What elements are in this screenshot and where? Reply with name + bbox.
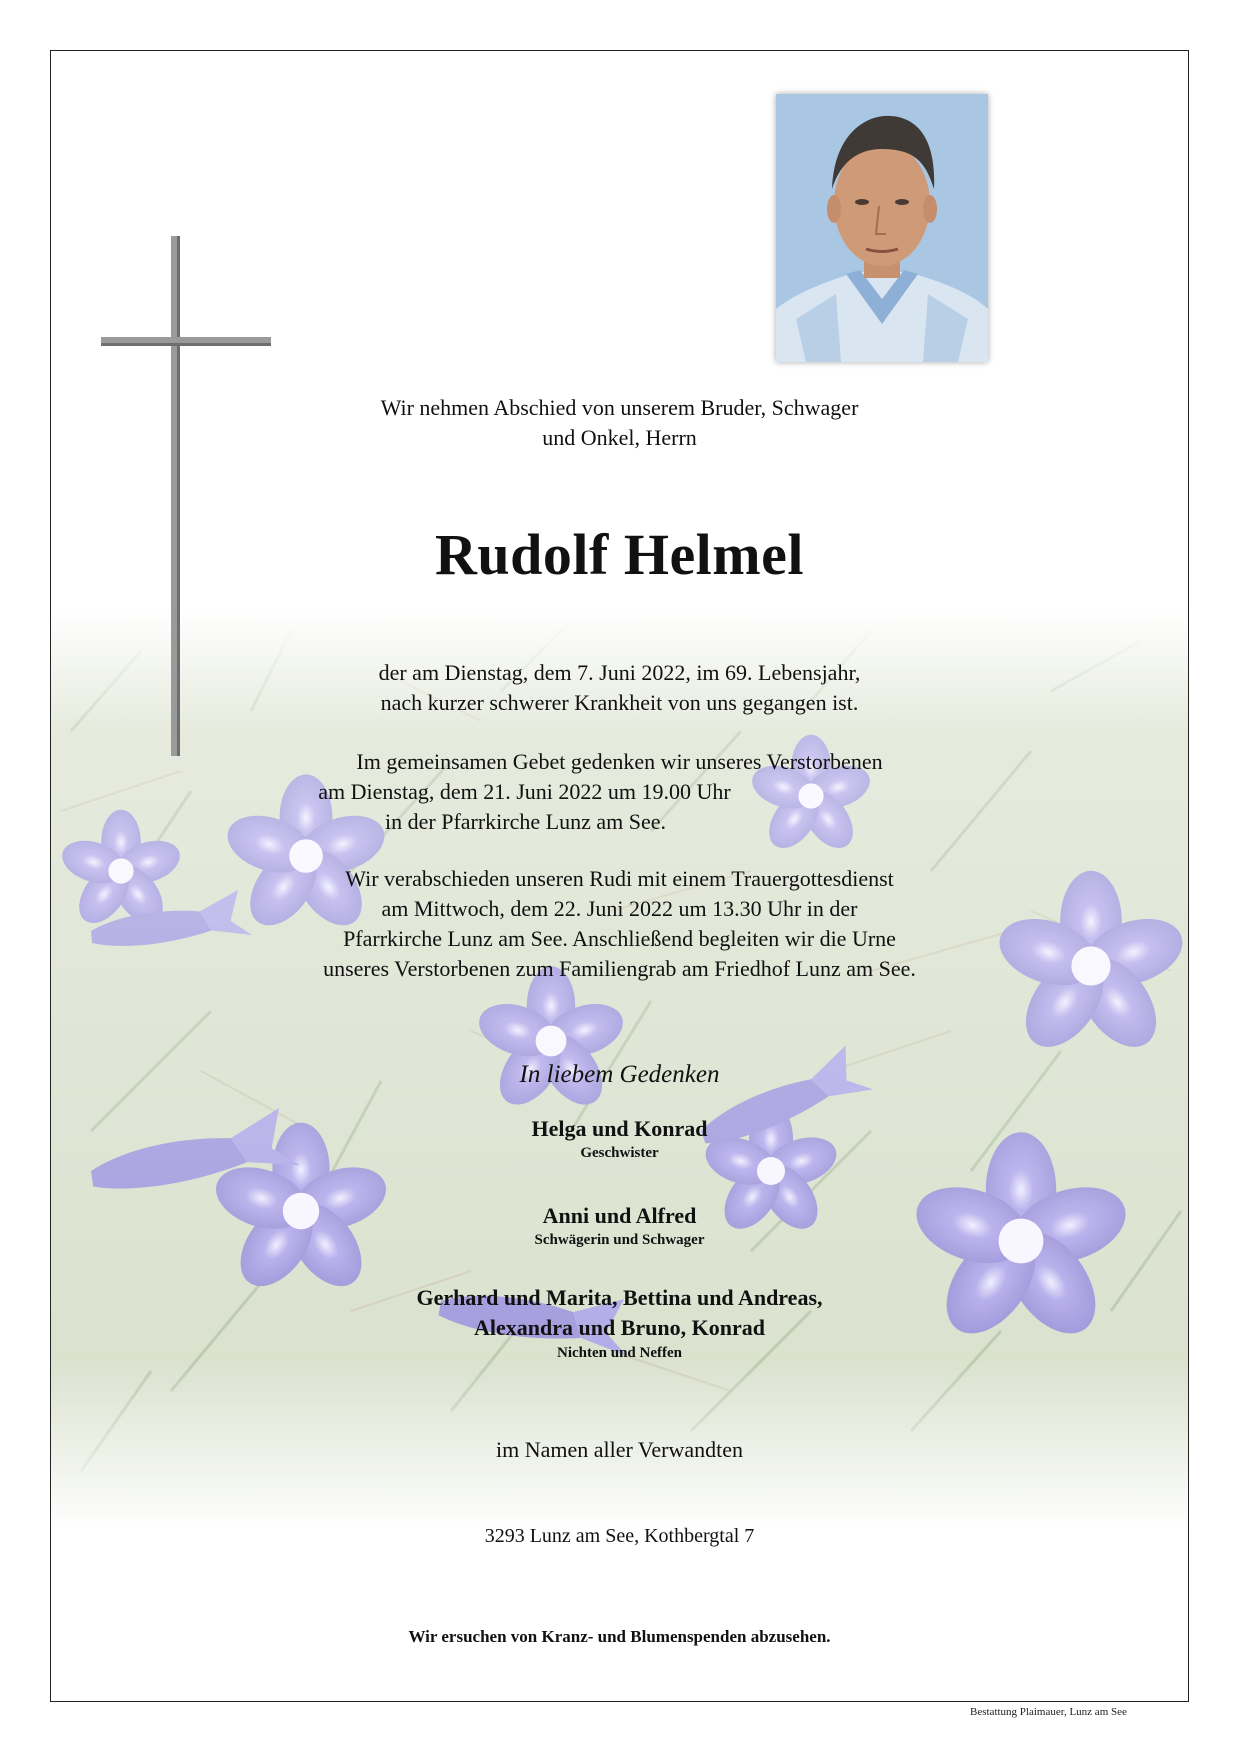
funeral-line: Wir verabschieden unseren Rudi mit einem Trauergottesdienst	[345, 866, 894, 891]
mourner-names: Gerhard und Marita, Bettina und Andreas,	[416, 1285, 823, 1310]
deceased-name: Rudolf Helmel	[435, 522, 804, 587]
death-line: der am Dienstag, dem 7. Juni 2022, im 69. Lebensjahr,	[378, 660, 861, 685]
funeral-line: Pfarrkirche Lunz am See. Anschließend begleiten wir die Urne	[343, 926, 896, 951]
prayer-line: Im gemeinsamen Gebet gedenken wir unseres Verstorbenen	[356, 749, 883, 774]
all-relatives-text: im Namen aller Verwandten	[495, 1437, 743, 1462]
mourner-relation: Schwägerin und Schwager	[534, 1232, 705, 1248]
portrait-photo	[776, 94, 988, 362]
prayer-notice	[51, 747, 1188, 837]
address-text: 3293 Lunz am See, Kothbergtal 7	[484, 1525, 755, 1547]
prayer-line: am Dienstag, dem 21. Juni 2022 um 19.00 Uhr	[318, 779, 731, 804]
death-notice	[51, 658, 1188, 718]
mourner-names: Helga und Konrad	[531, 1116, 708, 1141]
intro-text	[51, 393, 1188, 453]
mourner-names: Alexandra und Bruno, Konrad	[474, 1315, 765, 1340]
mourner-relation: Nichten und Neffen	[556, 1345, 682, 1361]
funeral-home-credit: Bestattung Plaimauer, Lunz am See	[970, 1706, 1127, 1718]
funeral-line: am Mittwoch, dem 22. Juni 2022 um 13.30 Uhr in der	[381, 896, 858, 921]
obituary-card	[50, 50, 1189, 1702]
prayer-line: in der Pfarrkirche Lunz am See.	[385, 809, 666, 834]
funeral-notice	[51, 864, 1188, 984]
memory-heading: In liebem Gedenken	[519, 1061, 720, 1088]
mourner-names: Anni und Alfred	[542, 1203, 697, 1228]
intro-line: Wir nehmen Abschied von unserem Bruder, Schwager	[380, 395, 859, 420]
funeral-line: unseres Verstorbenen zum Familiengrab am Friedhof Lunz am See.	[323, 956, 916, 981]
death-line: nach kurzer schwerer Krankheit von uns gegangen ist.	[380, 690, 859, 715]
intro-line: und Onkel, Herrn	[542, 425, 697, 450]
mourner-relation: Geschwister	[580, 1145, 659, 1161]
no-flowers-request: Wir ersuchen von Kranz- und Blumenspenden abzusehen.	[408, 1627, 831, 1646]
